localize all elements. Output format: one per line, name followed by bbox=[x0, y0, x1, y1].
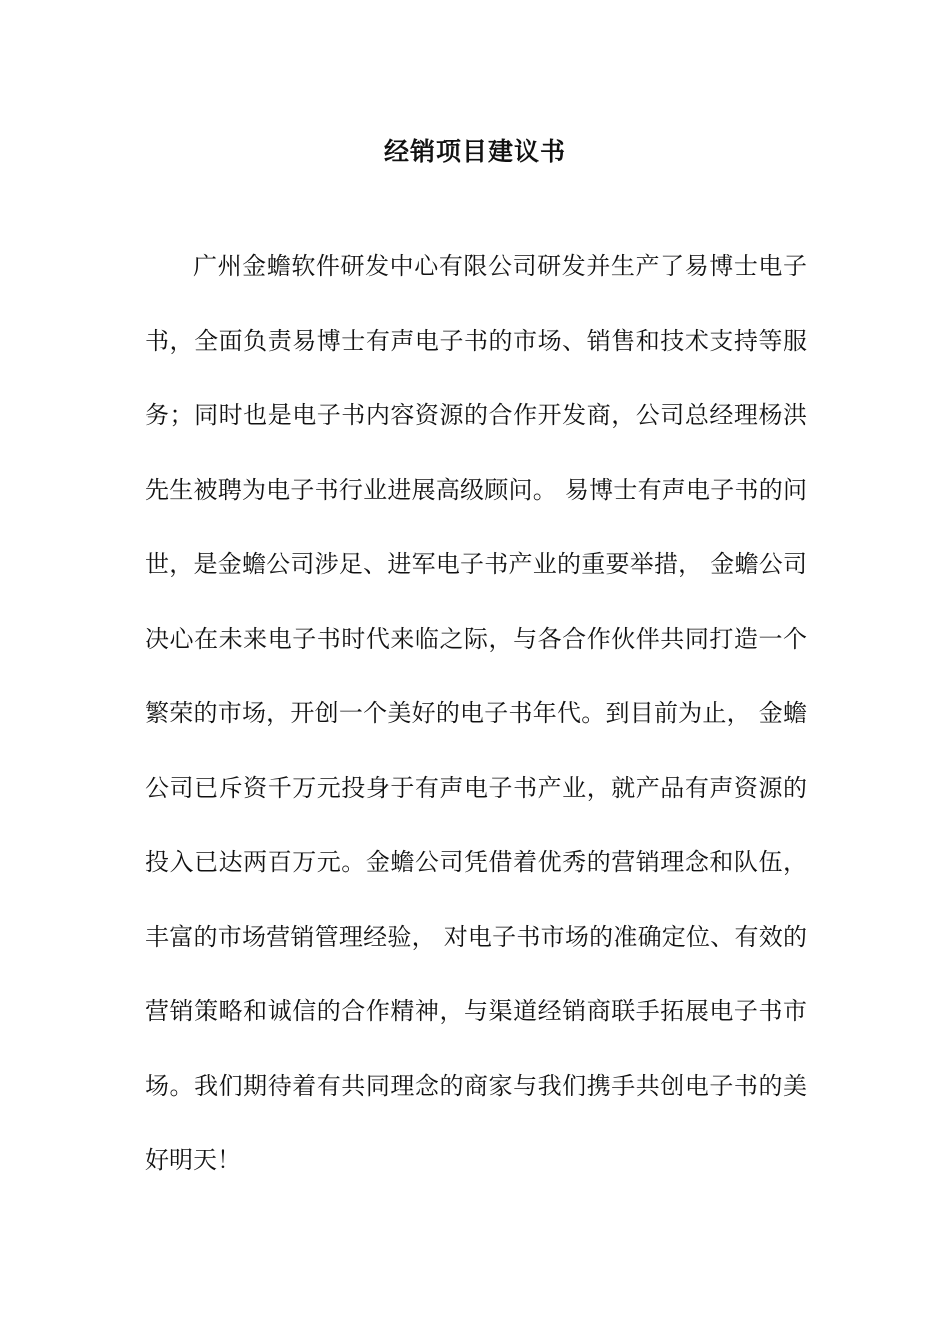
paragraph-line: 好明天！ bbox=[145, 1146, 241, 1174]
paragraph-line: 繁荣的市场，开创一个美好的电子书年代。到目前为止， 金蟾 bbox=[145, 699, 807, 727]
paragraph-line: 广州金蟾软件研发中心有限公司研发并生产了易博士电子 bbox=[193, 252, 807, 280]
paragraph-line: 务；同时也是电子书内容资源的合作开发商，公司总经理杨洪 bbox=[145, 401, 807, 429]
paragraph-line: 决心在未来电子书时代来临之际，与各合作伙伴共同打造一个 bbox=[145, 624, 807, 653]
paragraph-line: 丰富的市场营销管理经验， 对电子书市场的准确定位、有效的 bbox=[145, 922, 807, 951]
paragraph-line: 世，是金蟾公司涉足、进军电子书产业的重要举措， 金蟾公司 bbox=[145, 550, 807, 578]
paragraph-line: 公司已斥资千万元投身于有声电子书产业，就产品有声资源的 bbox=[145, 773, 807, 802]
document-title: 经销项目建议书 bbox=[383, 137, 566, 166]
document-body bbox=[145, 246, 807, 1215]
paragraph-line: 营销策略和诚信的合作精神，与渠道经销商联手拓展电子书市 bbox=[145, 997, 807, 1025]
paragraph-line: 先生被聘为电子书行业进展高级顾问。 易博士有声电子书的问 bbox=[145, 475, 807, 504]
paragraph-line: 投入已达两百万元。金蟾公司凭借着优秀的营销理念和队伍， bbox=[145, 848, 807, 876]
paragraph-line: 场。我们期待着有共同理念的商家与我们携手共创电子书的美 bbox=[145, 1071, 807, 1100]
paragraph-line: 书，全面负责易博士有声电子书的市场、销售和技术支持等服 bbox=[145, 326, 807, 355]
